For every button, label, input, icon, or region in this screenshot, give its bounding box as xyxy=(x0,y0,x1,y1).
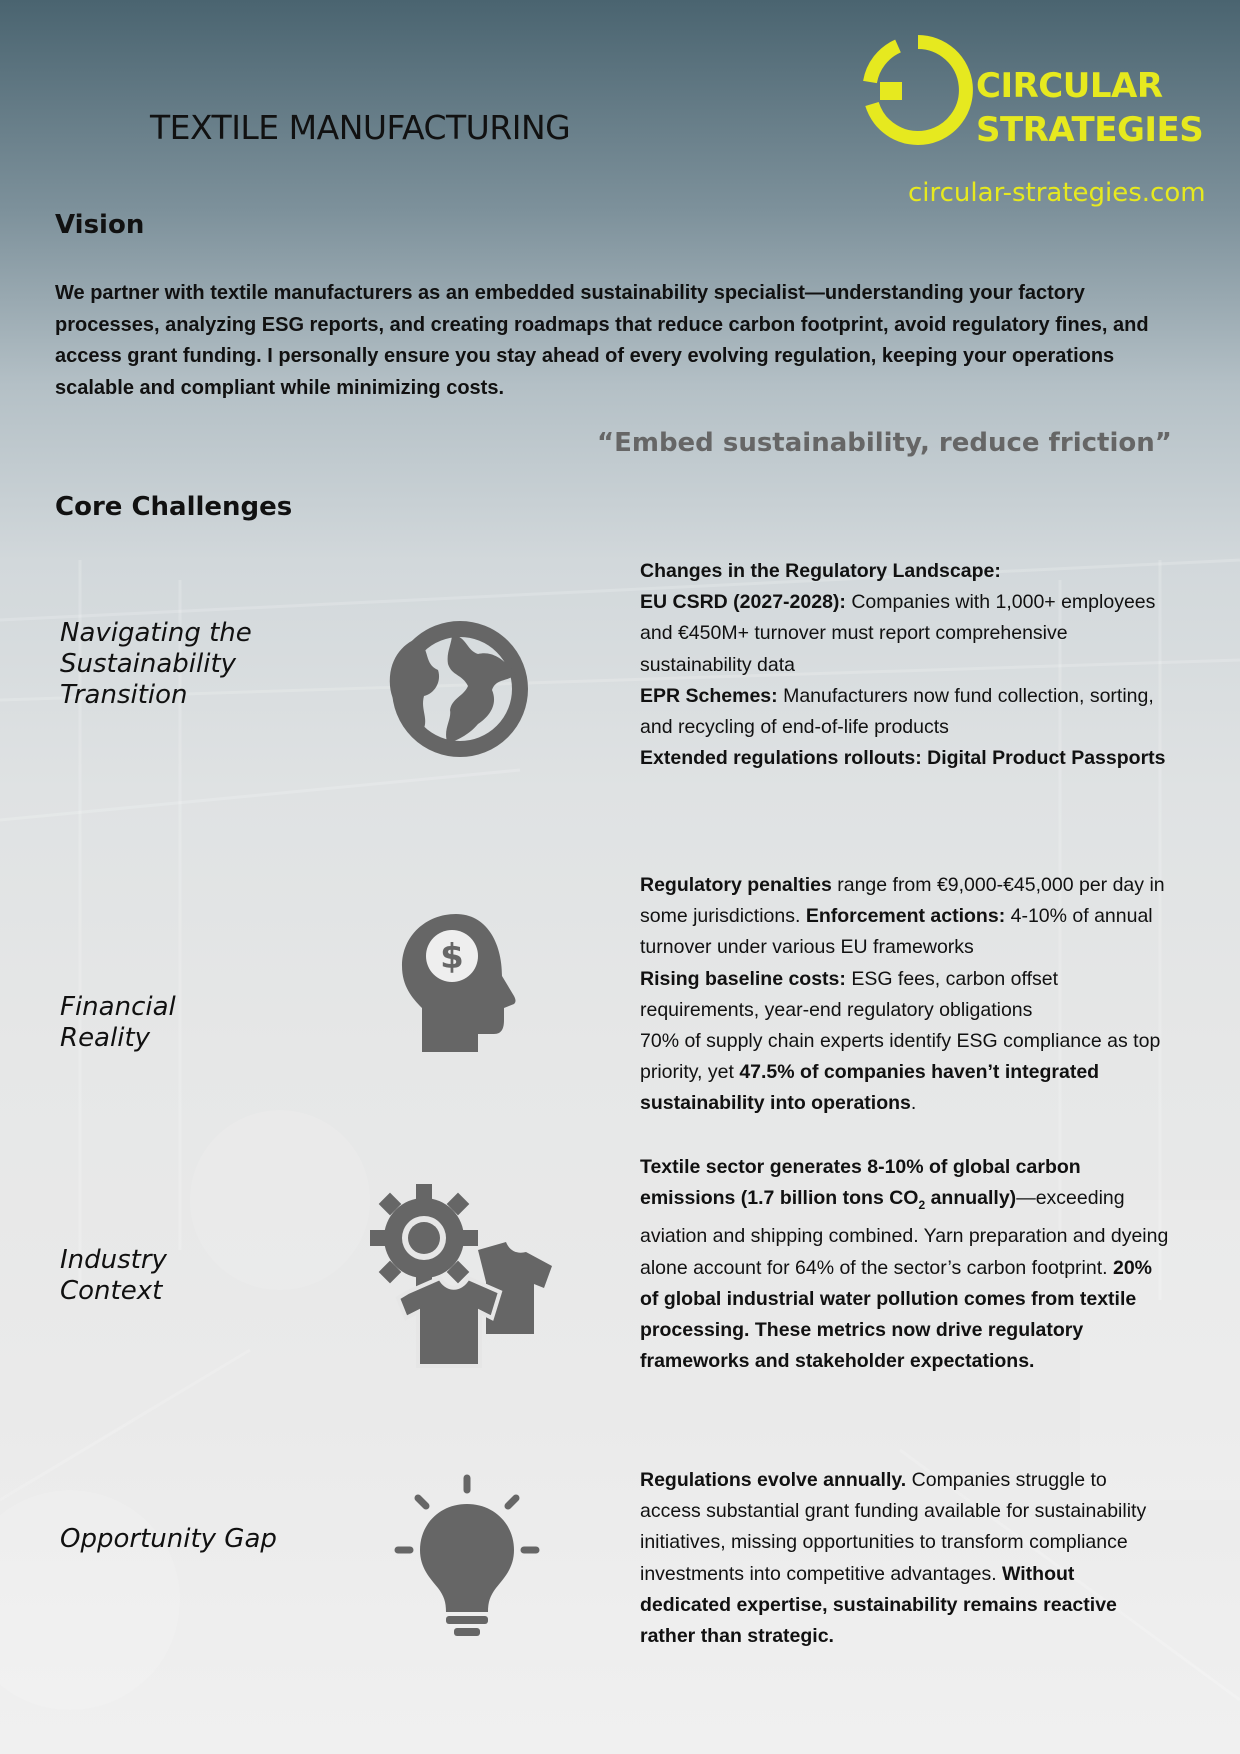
logo-text xyxy=(976,64,1203,152)
label-line: Industry xyxy=(60,1245,167,1275)
desc-text: 70% of supply chain experts identify ESG compliance as top priority, yet xyxy=(640,1030,1161,1084)
desc-text: . xyxy=(910,1092,917,1115)
desc-bold: 47.5% of companies haven’t integrated sustainability into operations xyxy=(640,1061,1100,1115)
svg-text:$: $ xyxy=(440,937,464,977)
lightbulb-icon xyxy=(394,1474,540,1638)
desc-bold: Enforcement actions: xyxy=(805,905,1006,928)
challenge-label-opportunity xyxy=(60,1524,277,1555)
desc-text: 4-10% of annual turnover under various EU frameworks xyxy=(640,905,1153,959)
vision-heading: Vision xyxy=(55,210,145,240)
desc-bold: annually) xyxy=(925,1187,1017,1210)
desc-text: Companies struggle to access substantial grant funding available for sustainability initiatives, missing opportunities to transform compliance investments into competitive advantages. xyxy=(640,1469,1147,1585)
desc-text: Manufacturers now fund collection, sorting, and recycling of end-of-life products xyxy=(640,684,1154,739)
desc-bold: Extended regulations rollouts: Digital Product Passports xyxy=(640,747,1166,770)
globe-icon xyxy=(382,620,538,758)
co2-subscript: 2 xyxy=(918,1198,926,1213)
logo-line-1: CIRCULAR xyxy=(976,66,1163,106)
challenge-label-financial xyxy=(60,992,176,1054)
tagline-quote: “Embed sustainability, reduce friction” xyxy=(597,428,1172,458)
vision-text: We partner with textile manufacturers as an embedded sustainability specialist—understanding your factory processes, analyzing ESG reports, and creating roadmaps that reduce carbon footprint, avoid regulatory fines, and access grant funding. I personally ensure you stay ahead of every evolving regulation, keeping your operations scalable and compliant while minimizing costs. xyxy=(55,282,1149,399)
desc-heading: Changes in the Regulatory Landscape: xyxy=(640,560,1001,582)
desc-text: Companies with 1,000+ employees and €450M+ turnover must report comprehensive sustainability data xyxy=(640,591,1156,676)
label-line: Sustainability xyxy=(60,649,237,679)
desc-text: —exceeding aviation and shipping combined. Yarn preparation and dyeing alone account for 64% of the sector’s carbon footprint. xyxy=(640,1187,1169,1279)
challenge-desc-opportunity xyxy=(640,1465,1170,1652)
label-line: Reality xyxy=(60,1023,151,1053)
head-dollar-icon xyxy=(398,910,518,1055)
desc-bold: Textile sector generates 8-10% of global carbon emissions (1.7 billion tons CO xyxy=(640,1156,1081,1210)
label-line: Opportunity Gap xyxy=(60,1524,277,1554)
challenge-desc-sustainability xyxy=(640,556,1170,774)
label-line: Financial xyxy=(60,992,176,1022)
desc-bold: EPR Schemes: xyxy=(640,684,778,707)
challenge-label-sustainability xyxy=(60,618,252,711)
core-challenges-heading: Core Challenges xyxy=(55,492,293,522)
logo xyxy=(858,30,1204,150)
desc-bold: Regulations evolve annually. xyxy=(640,1469,907,1491)
label-line: Context xyxy=(60,1276,163,1306)
challenge-desc-industry xyxy=(640,1152,1170,1377)
gear-shirt-icon xyxy=(368,1182,554,1368)
desc-bold: Without dedicated expertise, sustainability remains reactive rather than strategic. xyxy=(640,1562,1117,1648)
circular-logo-icon xyxy=(858,30,978,150)
label-line: Transition xyxy=(60,680,188,710)
challenge-desc-financial xyxy=(640,870,1170,1120)
challenge-label-industry xyxy=(60,1245,167,1307)
page-title: TEXTILE MANUFACTURING xyxy=(150,108,571,147)
desc-text: ESG fees, carbon offset requirements, year-end regulatory obligations xyxy=(640,967,1058,1021)
label-line: Navigating the xyxy=(60,618,252,648)
desc-bold: Regulatory penalties xyxy=(640,874,832,896)
desc-bold: 20% of global industrial water pollution comes from textile processing. These metrics now drive regulatory frameworks and stakeholder expectations. xyxy=(640,1256,1153,1373)
website-link[interactable]: circular-strategies.com xyxy=(908,178,1206,208)
logo-line-2: STRATEGIES xyxy=(976,110,1204,150)
desc-bold: EU CSRD (2027-2028): xyxy=(640,591,846,614)
desc-bold: Rising baseline costs: xyxy=(640,967,846,990)
desc-text: range from €9,000-€45,000 per day in some jurisdictions. xyxy=(640,874,1165,928)
